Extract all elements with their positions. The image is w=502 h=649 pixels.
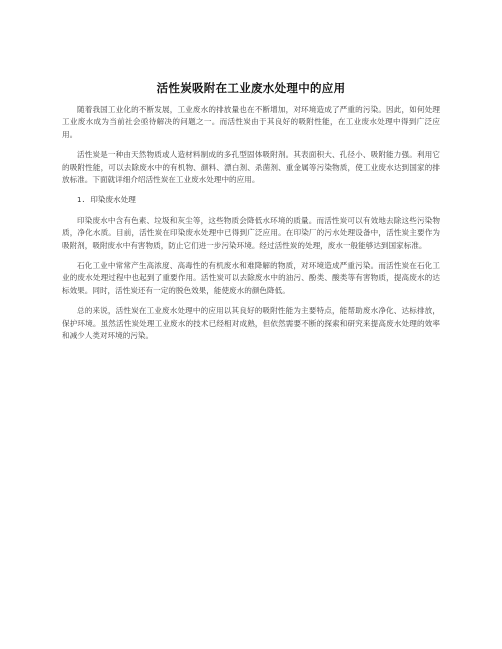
paragraph-petrochemical: 石化工业中常常产生高浓度、高毒性的有机废水和难降解的物质，对环境造成严重污染。而活性炭在石化工业的废水处理过程中也起到了重要作用。活性炭可以去除废水中的油污、酚类、酸类等有害物质，提高废水的达标效果。同时，活性炭还有一定的脱色效果，能使废水的颜色降低。 xyxy=(62,261,440,295)
section-title: 印染废水处理 xyxy=(90,195,136,205)
paragraph-dyeing: 印染废水中含有色素、垃圾和灰尘等，这些物质会降低水环境的质量。而活性炭可以有效地去除这些污染物质，净化水质。目前，活性炭在印染废水处理中已得到广泛应用。在印染厂的污水处理设备中，活性炭主要作为吸附剂，吸附废水中有害物质，防止它们进一步污染环境。经过活性炭的处理，废水一般能够达到国家标准。 xyxy=(62,215,440,250)
document-body xyxy=(62,104,440,351)
paragraph-conclusion: 总的来说，活性炭在工业废水处理中的应用以其良好的吸附性能为主要特点，能帮助废水净化、达标排放，保护环境。虽然活性炭处理工业废水的技术已经相对成熟，但依然需要不断的探索和研究来提高废水处理的效率和减少人类对环境的污染。 xyxy=(62,306,440,341)
section-number: 1. xyxy=(77,196,86,205)
paragraph-activated-carbon: 活性炭是一种由天然物质或人造材料制成的多孔型固体吸附剂。其表面积大、孔径小、吸附能力强。利用它的吸附性能，可以去除废水中的有机物、颜料、漂白剂、杀菌剂、重金属等污染物质，使工业废水达到国家的排放标准。下面就详细介绍活性炭在工业废水处理中的应用。 xyxy=(62,150,440,185)
document-title: 活性炭吸附在工业废水处理中的应用 xyxy=(156,81,346,95)
section-heading xyxy=(62,194,440,206)
paragraph-intro: 随着我国工业化的不断发展，工业废水的排放量也在不断增加，对环境造成了严重的污染。因此，如何处理工业废水成为当前社会亟待解决的问题之一。而活性炭由于其良好的吸附性能，在工业废水处理中得到广泛应用。 xyxy=(62,105,440,139)
